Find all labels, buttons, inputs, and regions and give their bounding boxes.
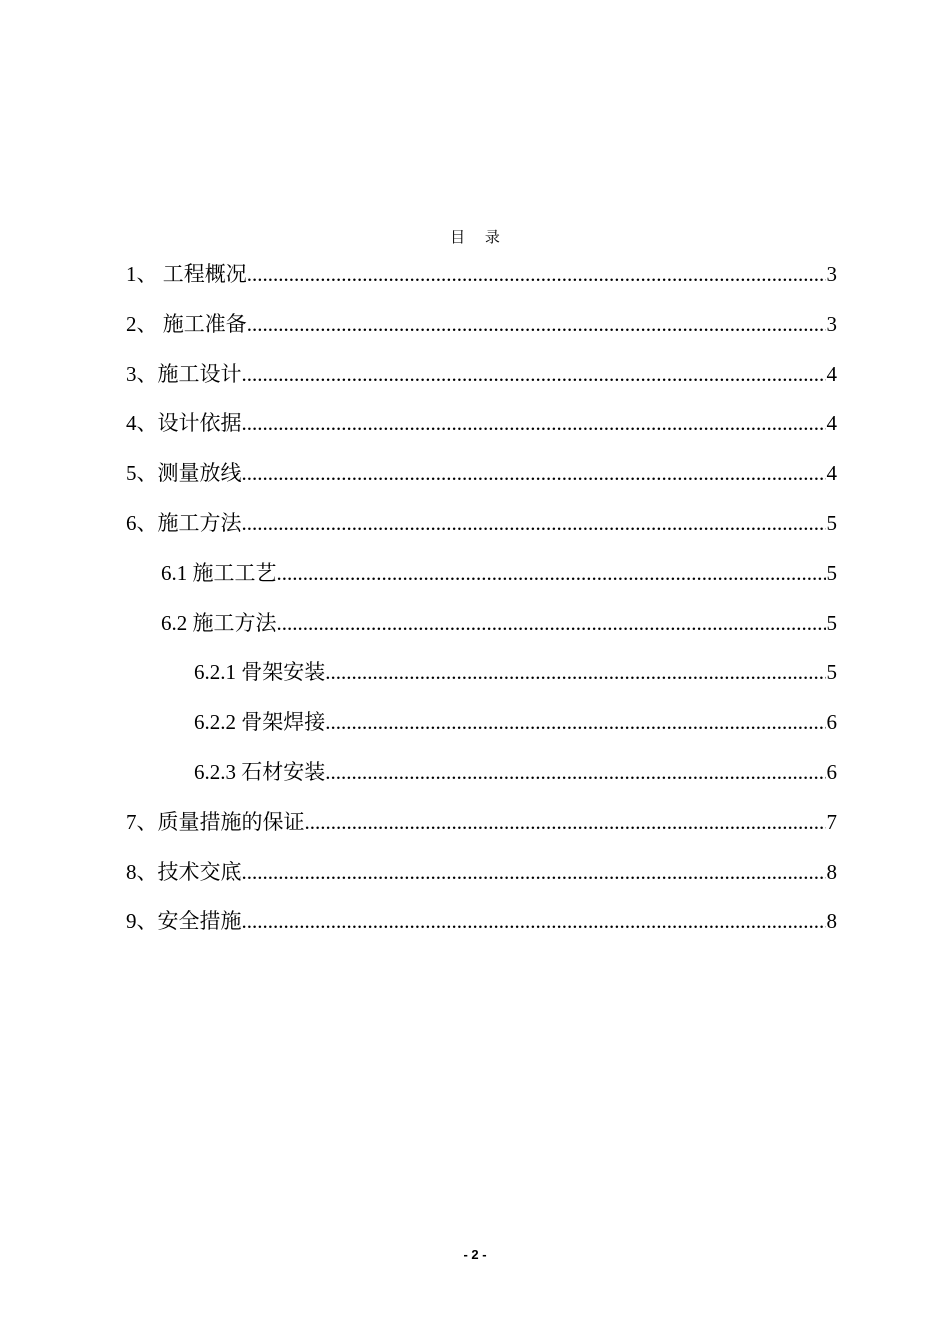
toc-entry-page: 5	[826, 560, 837, 585]
toc-entry-label: 9、安全措施	[126, 909, 242, 934]
toc-dot-leader	[247, 256, 826, 292]
toc-entry-page: 3	[826, 262, 837, 286]
page-number: - 2 -	[463, 1247, 487, 1262]
toc-entry-page: 4	[826, 361, 837, 386]
toc-entry[interactable]	[126, 704, 837, 754]
toc-entry-page: 8	[826, 909, 837, 934]
toc-entry-page: 6	[826, 759, 837, 784]
toc-entry-label: 2、 施工准备	[126, 311, 247, 336]
toc-dot-leader	[242, 405, 826, 441]
toc-entry[interactable]	[126, 356, 837, 406]
toc-dot-leader	[277, 555, 826, 591]
toc-entry[interactable]	[126, 455, 837, 505]
toc-dot-leader	[242, 356, 826, 392]
toc-entry[interactable]	[126, 555, 837, 605]
toc-entry-label: 8、技术交底	[126, 859, 242, 884]
toc-list	[126, 256, 837, 953]
toc-entry-label: 1、 工程概况	[126, 262, 247, 286]
toc-entry-page: 3	[826, 311, 837, 336]
toc-entry[interactable]	[126, 804, 837, 854]
toc-dot-leader	[247, 306, 826, 342]
toc-dot-leader	[305, 804, 826, 840]
toc-entry[interactable]	[126, 854, 837, 904]
toc-entry-page: 4	[826, 411, 837, 436]
toc-entry-label: 6.1 施工工艺	[161, 560, 277, 585]
toc-dot-leader	[325, 704, 825, 740]
toc-dot-leader	[325, 654, 825, 690]
toc-dot-leader	[242, 903, 826, 939]
toc-entry-label: 6.2.2 骨架焊接	[194, 710, 326, 735]
toc-entry[interactable]	[126, 605, 837, 655]
toc-entry[interactable]	[126, 306, 837, 356]
toc-dot-leader	[242, 455, 826, 491]
toc-entry-page: 5	[826, 660, 837, 685]
toc-entry-page: 7	[826, 809, 837, 834]
toc-entry-page: 8	[826, 859, 837, 884]
toc-entry-label: 4、设计依据	[126, 411, 242, 436]
toc-entry[interactable]	[126, 256, 837, 306]
toc-entry-label: 7、质量措施的保证	[126, 809, 305, 834]
toc-entry[interactable]	[126, 754, 837, 804]
toc-title: 目 录	[450, 230, 508, 246]
toc-entry-label: 6.2.1 骨架安装	[194, 660, 326, 685]
toc-entry-page: 5	[826, 610, 837, 635]
toc-entry[interactable]	[126, 505, 837, 555]
toc-entry-page: 5	[826, 510, 837, 535]
toc-entry[interactable]	[126, 654, 837, 704]
toc-dot-leader	[242, 854, 826, 890]
toc-entry[interactable]	[126, 405, 837, 455]
toc-entry-label: 6.2 施工方法	[161, 610, 277, 635]
toc-dot-leader	[242, 505, 826, 541]
toc-entry[interactable]	[126, 903, 837, 953]
toc-entry-label: 5、测量放线	[126, 461, 242, 486]
toc-entry-label: 6、施工方法	[126, 510, 242, 535]
toc-dot-leader	[325, 754, 825, 790]
toc-entry-label: 6.2.3 石材安装	[194, 759, 326, 784]
toc-dot-leader	[277, 605, 826, 641]
toc-entry-label: 3、施工设计	[126, 361, 242, 386]
toc-entry-page: 6	[826, 710, 837, 735]
toc-entry-page: 4	[826, 461, 837, 486]
